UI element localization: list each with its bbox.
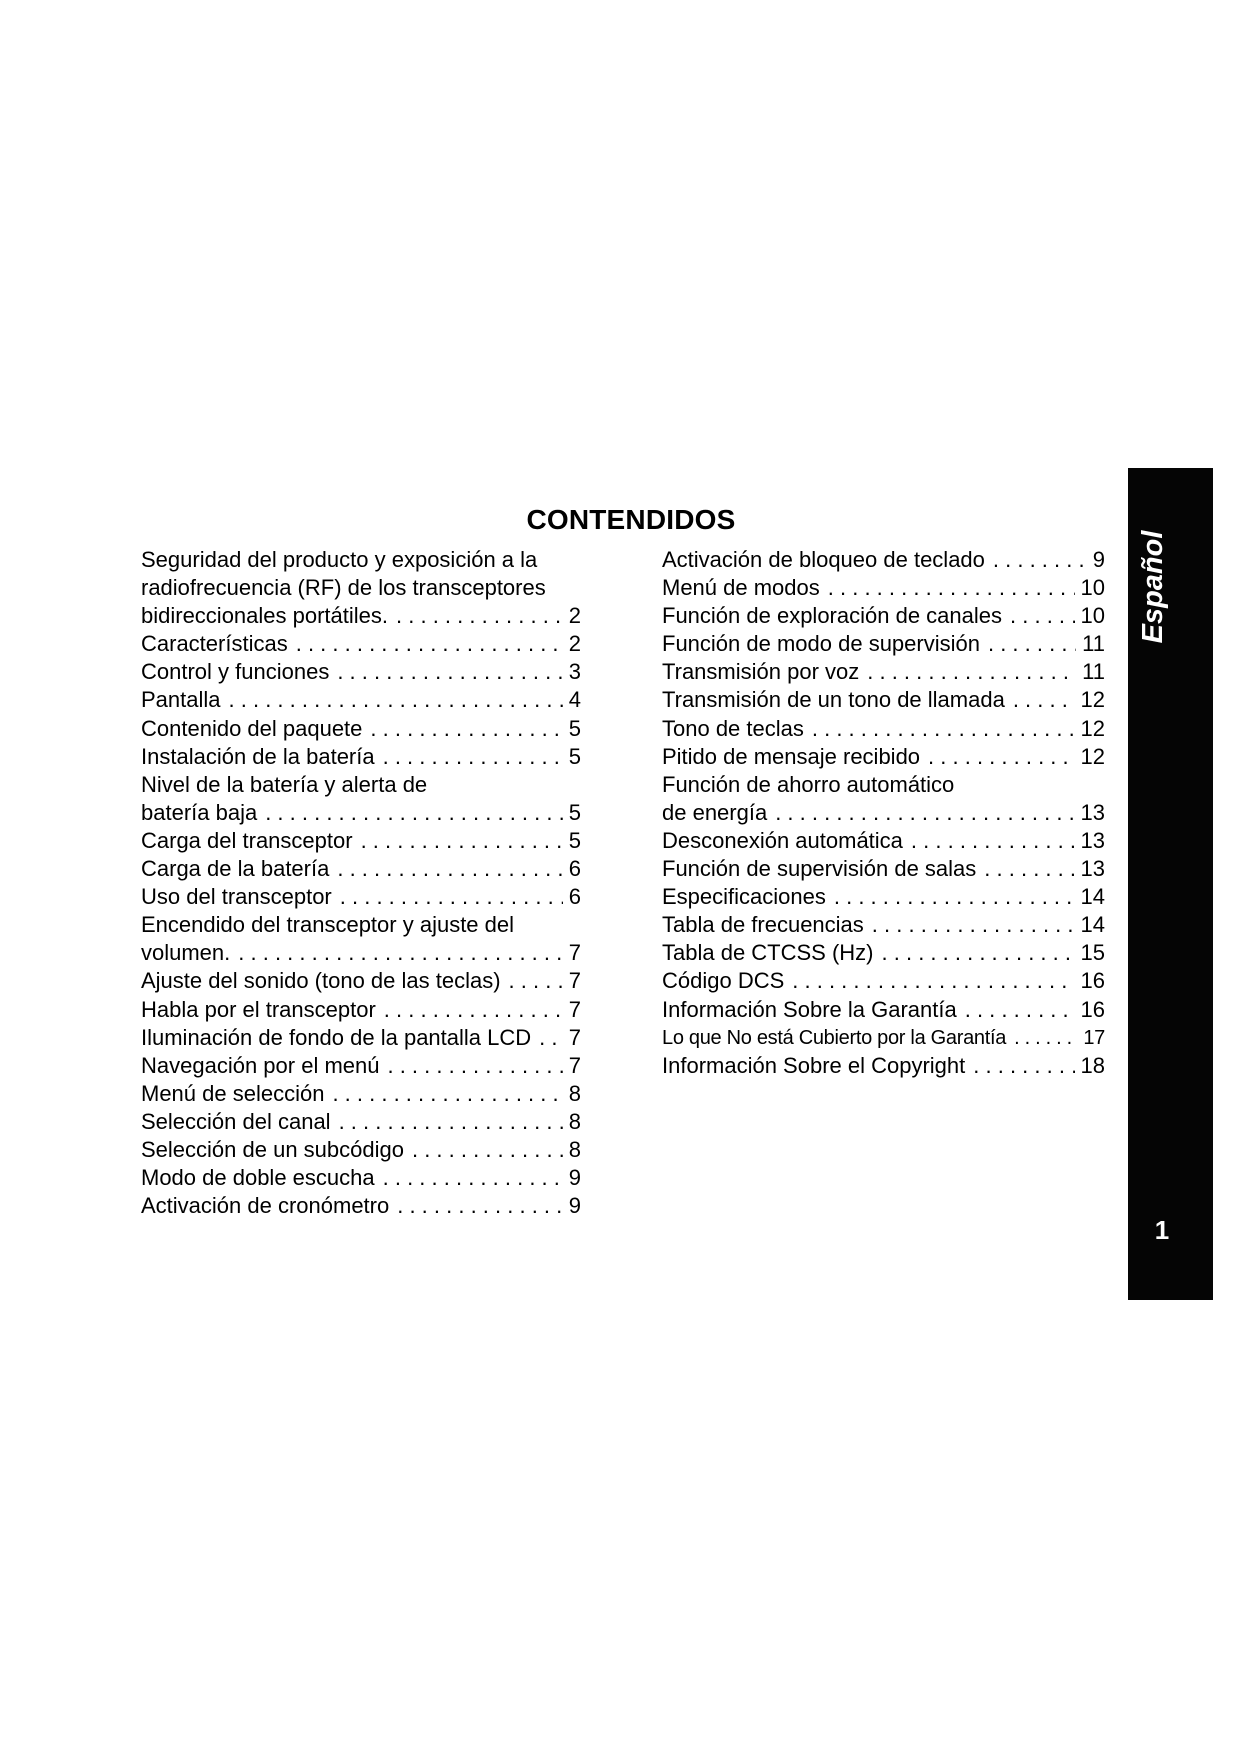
toc-entry-title: Selección del canal [141,1108,331,1134]
toc-entry [141,1080,581,1108]
dot-leader [920,743,1074,771]
toc-entry-page: 13 [1080,856,1105,882]
toc-entry [662,939,1105,967]
toc-entry-title: Tono de teclas [662,715,804,741]
dot-leader [379,1052,562,1080]
toc-entry-page: 13 [1080,827,1105,853]
toc-entry [662,855,1105,883]
toc-entry-title: Modo de doble escucha [141,1165,375,1191]
dot-leader [329,658,562,686]
toc-entry-title: Características [141,631,288,657]
toc-entry [662,715,1105,743]
toc-entry [141,1164,581,1192]
toc-entry [662,883,1105,911]
toc-entry-page: 6 [568,884,581,910]
toc-entry [141,602,581,630]
toc-entry-title: de energía [662,799,768,825]
toc-entry [662,630,1105,658]
toc-entry-title: Navegación por el menú [141,1052,380,1078]
dot-leader [826,883,1075,911]
page-number: 1 [1154,1215,1170,1245]
toc-entry [141,1192,581,1220]
toc-entry-page: 2 [568,603,581,629]
dot-leader [404,1136,563,1164]
language-side-tab [1128,468,1213,1300]
dot-leader [1002,602,1075,630]
toc-entry [141,827,581,855]
toc-entry-continued [662,771,1105,799]
dot-leader [288,630,563,658]
toc-entry [141,1052,581,1080]
toc-entry [141,630,581,658]
dot-leader [903,827,1075,855]
toc-entry [141,1136,581,1164]
toc-entry-continued [141,546,581,574]
dot-leader [864,911,1075,939]
toc-entry-page: 11 [1082,631,1105,657]
toc-entry-title: bidireccionales portátiles. [141,603,389,629]
toc-entry-title: Lo que No está Cubierto por la Garantía [662,1026,1007,1049]
toc-entry-page: 7 [568,968,581,994]
toc-entry-title: Iluminación de fondo de la pantalla LCD [141,1024,532,1050]
toc-entry-continued [141,574,581,602]
toc-entry-page: 13 [1080,799,1105,825]
toc-entry [141,1024,581,1052]
dot-leader [375,743,563,771]
toc-entry-title: Control y funciones [141,659,330,685]
toc-entry-title: Carga de la batería [141,856,330,882]
toc-entry-page: 9 [1092,547,1105,572]
toc-entry-title: Tabla de CTCSS (Hz) [662,940,874,966]
toc-entry-title: Función de ahorro automático [662,771,955,797]
toc-entry-title: Instalación de la batería [141,743,375,769]
toc-entry-title: Pitido de mensaje recibido [662,743,921,769]
toc-entry [662,967,1105,995]
dot-leader [353,827,563,855]
toc-entry-page: 5 [568,715,581,741]
toc-entry-continued [141,911,581,939]
toc-entry-title: Menú de selección [141,1080,325,1106]
toc-entry-page: 9 [568,1165,581,1191]
toc-entry-page: 5 [568,743,581,769]
toc-entry [662,602,1105,630]
dot-leader [767,799,1074,827]
toc-entry [662,546,1105,574]
toc-entry-title: batería baja [141,799,258,825]
toc-entry-page: 9 [568,1193,581,1219]
toc-entry-page: 2 [568,631,581,657]
toc-entry-page: 12 [1080,687,1105,713]
page-title: CONTENDIDOS [526,504,736,535]
toc-entry-page: 10 [1080,575,1105,601]
toc-entry-title: Nivel de la batería y alerta de [141,771,428,797]
dot-leader [1006,1024,1077,1052]
dot-leader [1005,686,1075,714]
toc-entry [141,1108,581,1136]
toc-entry-page: 5 [568,827,581,853]
dot-leader [230,939,562,967]
toc-entry-page: 10 [1080,603,1105,629]
dot-leader [874,939,1075,967]
dot-leader [257,799,563,827]
toc-entry [662,574,1105,602]
toc-entry-page: 18 [1080,1052,1105,1078]
toc-entry [141,658,581,686]
toc-entry-page: 8 [568,1108,581,1134]
toc-entry [141,939,581,967]
toc-entry-page: 7 [568,940,581,966]
toc-entry-title: Contenido del paquete [141,715,363,741]
toc-entry [662,799,1105,827]
toc-entry-page: 12 [1080,715,1105,741]
dot-leader [804,715,1075,743]
dot-leader [980,630,1076,658]
toc-entry-title: Desconexión automática [662,827,903,853]
toc-entry [662,1052,1105,1080]
toc-entry-title: Menú de modos [662,575,820,601]
dot-leader [221,686,563,714]
toc-entry-title: Transmisión por voz [662,659,860,685]
toc-entry-title: Información Sobre el Copyright [662,1052,966,1078]
toc-entry-page: 16 [1080,968,1105,994]
dot-leader [859,658,1076,686]
toc-entry [141,743,581,771]
dot-leader [375,1164,563,1192]
toc-entry-title: Especificaciones [662,884,826,910]
toc-entry-page: 14 [1080,884,1105,910]
toc-entry-page: 7 [568,1052,581,1078]
toc-entry-title: Transmisión de un tono de llamada [662,687,1005,713]
dot-leader [784,967,1074,995]
toc-entry-title: Selección de un subcódigo [141,1136,404,1162]
toc-entry-title: Encendido del transceptor y ajuste del [141,912,515,938]
dot-leader [331,1108,563,1136]
toc-entry-page: 15 [1080,940,1105,966]
toc-entry [141,686,581,714]
toc-entry [141,967,581,995]
toc-entry [141,855,581,883]
toc-entry-page: 12 [1080,743,1105,769]
toc-entry [662,996,1105,1024]
toc-entry-title: Función de modo de supervisión [662,631,980,657]
toc-entry-page: 11 [1082,659,1105,685]
toc-entry [662,827,1105,855]
toc-entry [662,686,1105,714]
toc-entry-title: Función de supervisión de salas [662,856,977,882]
toc-entry-page: 16 [1080,996,1105,1022]
toc-right-column [662,546,1105,1080]
toc-entry-page: 14 [1080,912,1105,938]
toc-entry [141,883,581,911]
dot-leader [389,1192,563,1220]
toc-entry [141,799,581,827]
dot-leader [388,602,563,630]
toc-entry-page: 3 [568,659,581,685]
toc-entry-page: 7 [568,996,581,1022]
dot-leader [329,855,562,883]
toc-entry-page: 8 [568,1136,581,1162]
toc-entry-title: Función de exploración de canales [662,603,1003,629]
toc-entry-title: Carga del transceptor [141,827,353,853]
dot-leader [985,546,1087,574]
toc-entry-title: Pantalla [141,687,221,713]
toc-entry [141,996,581,1024]
toc-entry-title: radiofrecuencia (RF) de los transceptores [141,575,546,601]
dot-leader [501,967,563,995]
toc-entry [662,1024,1105,1052]
toc-entry-title: Seguridad del producto y exposición a la [141,547,538,572]
toc-entry-title: Ajuste del sonido (tono de las teclas) [141,968,501,994]
toc-entry-title: Información Sobre la Garantía [662,996,957,1022]
toc-entry [662,658,1105,686]
dot-leader [820,574,1075,602]
toc-left-column [141,546,581,1220]
toc-entry-page: 4 [568,687,581,713]
toc-entry-page: 17 [1083,1026,1105,1049]
dot-leader [965,1052,1074,1080]
toc-entry-title: volumen. [141,940,231,966]
toc-entry-title: Tabla de frecuencias [662,912,864,938]
toc-entry-continued [141,771,581,799]
toc-entry [662,743,1105,771]
toc-entry-title: Habla por el transceptor [141,996,376,1022]
toc-entry-title: Uso del transceptor [141,884,332,910]
toc-entry-title: Activación de bloqueo de teclado [662,547,985,572]
dot-leader [957,996,1075,1024]
toc-entry-page: 6 [568,856,581,882]
dot-leader [332,883,563,911]
side-tab-language-label: Español [1137,530,1169,644]
dot-leader [376,996,563,1024]
dot-leader [362,715,562,743]
toc-entry-title: Activación de cronómetro [141,1193,390,1219]
dot-leader [531,1024,563,1052]
toc-entry [141,715,581,743]
toc-entry [662,911,1105,939]
dot-leader [324,1080,562,1108]
toc-entry-page: 7 [568,1024,581,1050]
toc-entry-page: 5 [568,799,581,825]
toc-entry-page: 8 [568,1080,581,1106]
dot-leader [976,855,1074,883]
toc-entry-title: Código DCS [662,968,785,994]
